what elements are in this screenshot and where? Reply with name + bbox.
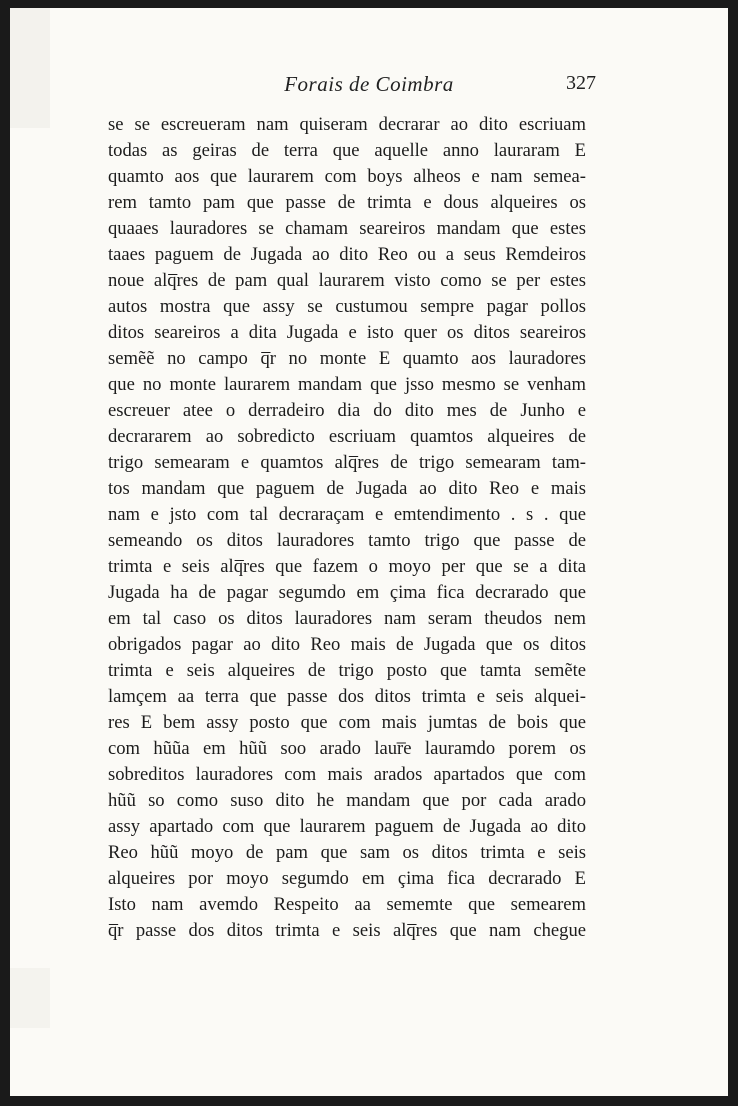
text-line: Jugada ha de pagar segumdo em çima fica decrarado que	[108, 582, 586, 603]
text-line: decrararem ao sobredicto escriuam quamtos alqueires de	[108, 426, 586, 447]
text-line: trimta e seis alq̅res que fazem o moyo per que se a dita	[108, 556, 586, 577]
text-line: taaes paguem de Jugada ao dito Reo ou a seus Remdeiros	[108, 244, 586, 265]
text-line: noue alq̅res de pam qual laurarem visto como se per estes	[108, 270, 586, 291]
text-line: Isto nam avemdo Respeito aa sememte que semearem	[108, 894, 586, 915]
body-text	[108, 112, 586, 944]
text-line: que no monte laurarem mandam que jsso mesmo se venham	[108, 374, 586, 395]
text-line: assy apartado com que laurarem paguem de Jugada ao dito	[108, 816, 586, 837]
text-line: tos mandam que paguem de Jugada ao dito Reo e mais	[108, 478, 586, 499]
text-line: todas as geiras de terra que aquelle anno lauraram E	[108, 140, 586, 161]
text-line: em tal caso os ditos lauradores nam seram theudos nem	[108, 608, 586, 629]
page-header	[10, 70, 728, 100]
text-line: alqueires por moyo segumdo em çima fica decrarado E	[108, 868, 586, 889]
text-line: sobreditos lauradores com mais arados apartados que com	[108, 764, 586, 785]
text-line: nam e jsto com tal decraraçam e emtendimento . s . que	[108, 504, 586, 525]
text-line: ditos seareiros a dita Jugada e isto quer os ditos seareiros	[108, 322, 586, 343]
book-page	[10, 8, 728, 1096]
text-line: com hũũa em hũũ soo arado laur̅e lauramdo porem os	[108, 738, 586, 759]
text-line: trimta e seis alqueires de trigo posto que tamta semẽte	[108, 660, 586, 681]
text-line: autos mostra que assy se custumou sempre pagar pollos	[108, 296, 586, 317]
text-line: semẽẽ no campo q̅r no monte E quamto aos lauradores	[108, 348, 586, 369]
text-line: trigo semearam e quamtos alq̅res de trigo semearam tam-	[108, 452, 586, 473]
text-line: res E bem assy posto que com mais jumtas de bois que	[108, 712, 586, 733]
running-title: Forais de Coimbra	[284, 72, 454, 96]
text-line: se se escreueram nam quiseram decrarar ao dito escriuam	[108, 114, 586, 135]
text-line: quamto aos que laurarem com boys alheos e nam semea-	[108, 166, 586, 187]
text-line: obrigados pagar ao dito Reo mais de Jugada que os ditos	[108, 634, 586, 655]
text-line: semeando os ditos lauradores tamto trigo que passe de	[108, 530, 586, 551]
text-line: quaaes lauradores se chamam seareiros mandam que estes	[108, 218, 586, 239]
text-line: Reo hũũ moyo de pam que sam os ditos trimta e seis	[108, 842, 586, 863]
text-line: q̅r passe dos ditos trimta e seis alq̅res que nam chegue	[108, 920, 586, 941]
text-line: rem tamto pam que passe de trimta e dous alqueires os	[108, 192, 586, 213]
text-line: escreuer atee o derradeiro dia do dito mes de Junho e	[108, 400, 586, 421]
text-line: hũũ so como suso dito he mandam que por cada arado	[108, 790, 586, 811]
page-number: 327	[566, 72, 596, 94]
page-edge-shadow	[10, 968, 50, 1028]
page-edge-shadow	[10, 8, 50, 128]
text-line: lamçem aa terra que passe dos ditos trimta e seis alquei-	[108, 686, 586, 707]
